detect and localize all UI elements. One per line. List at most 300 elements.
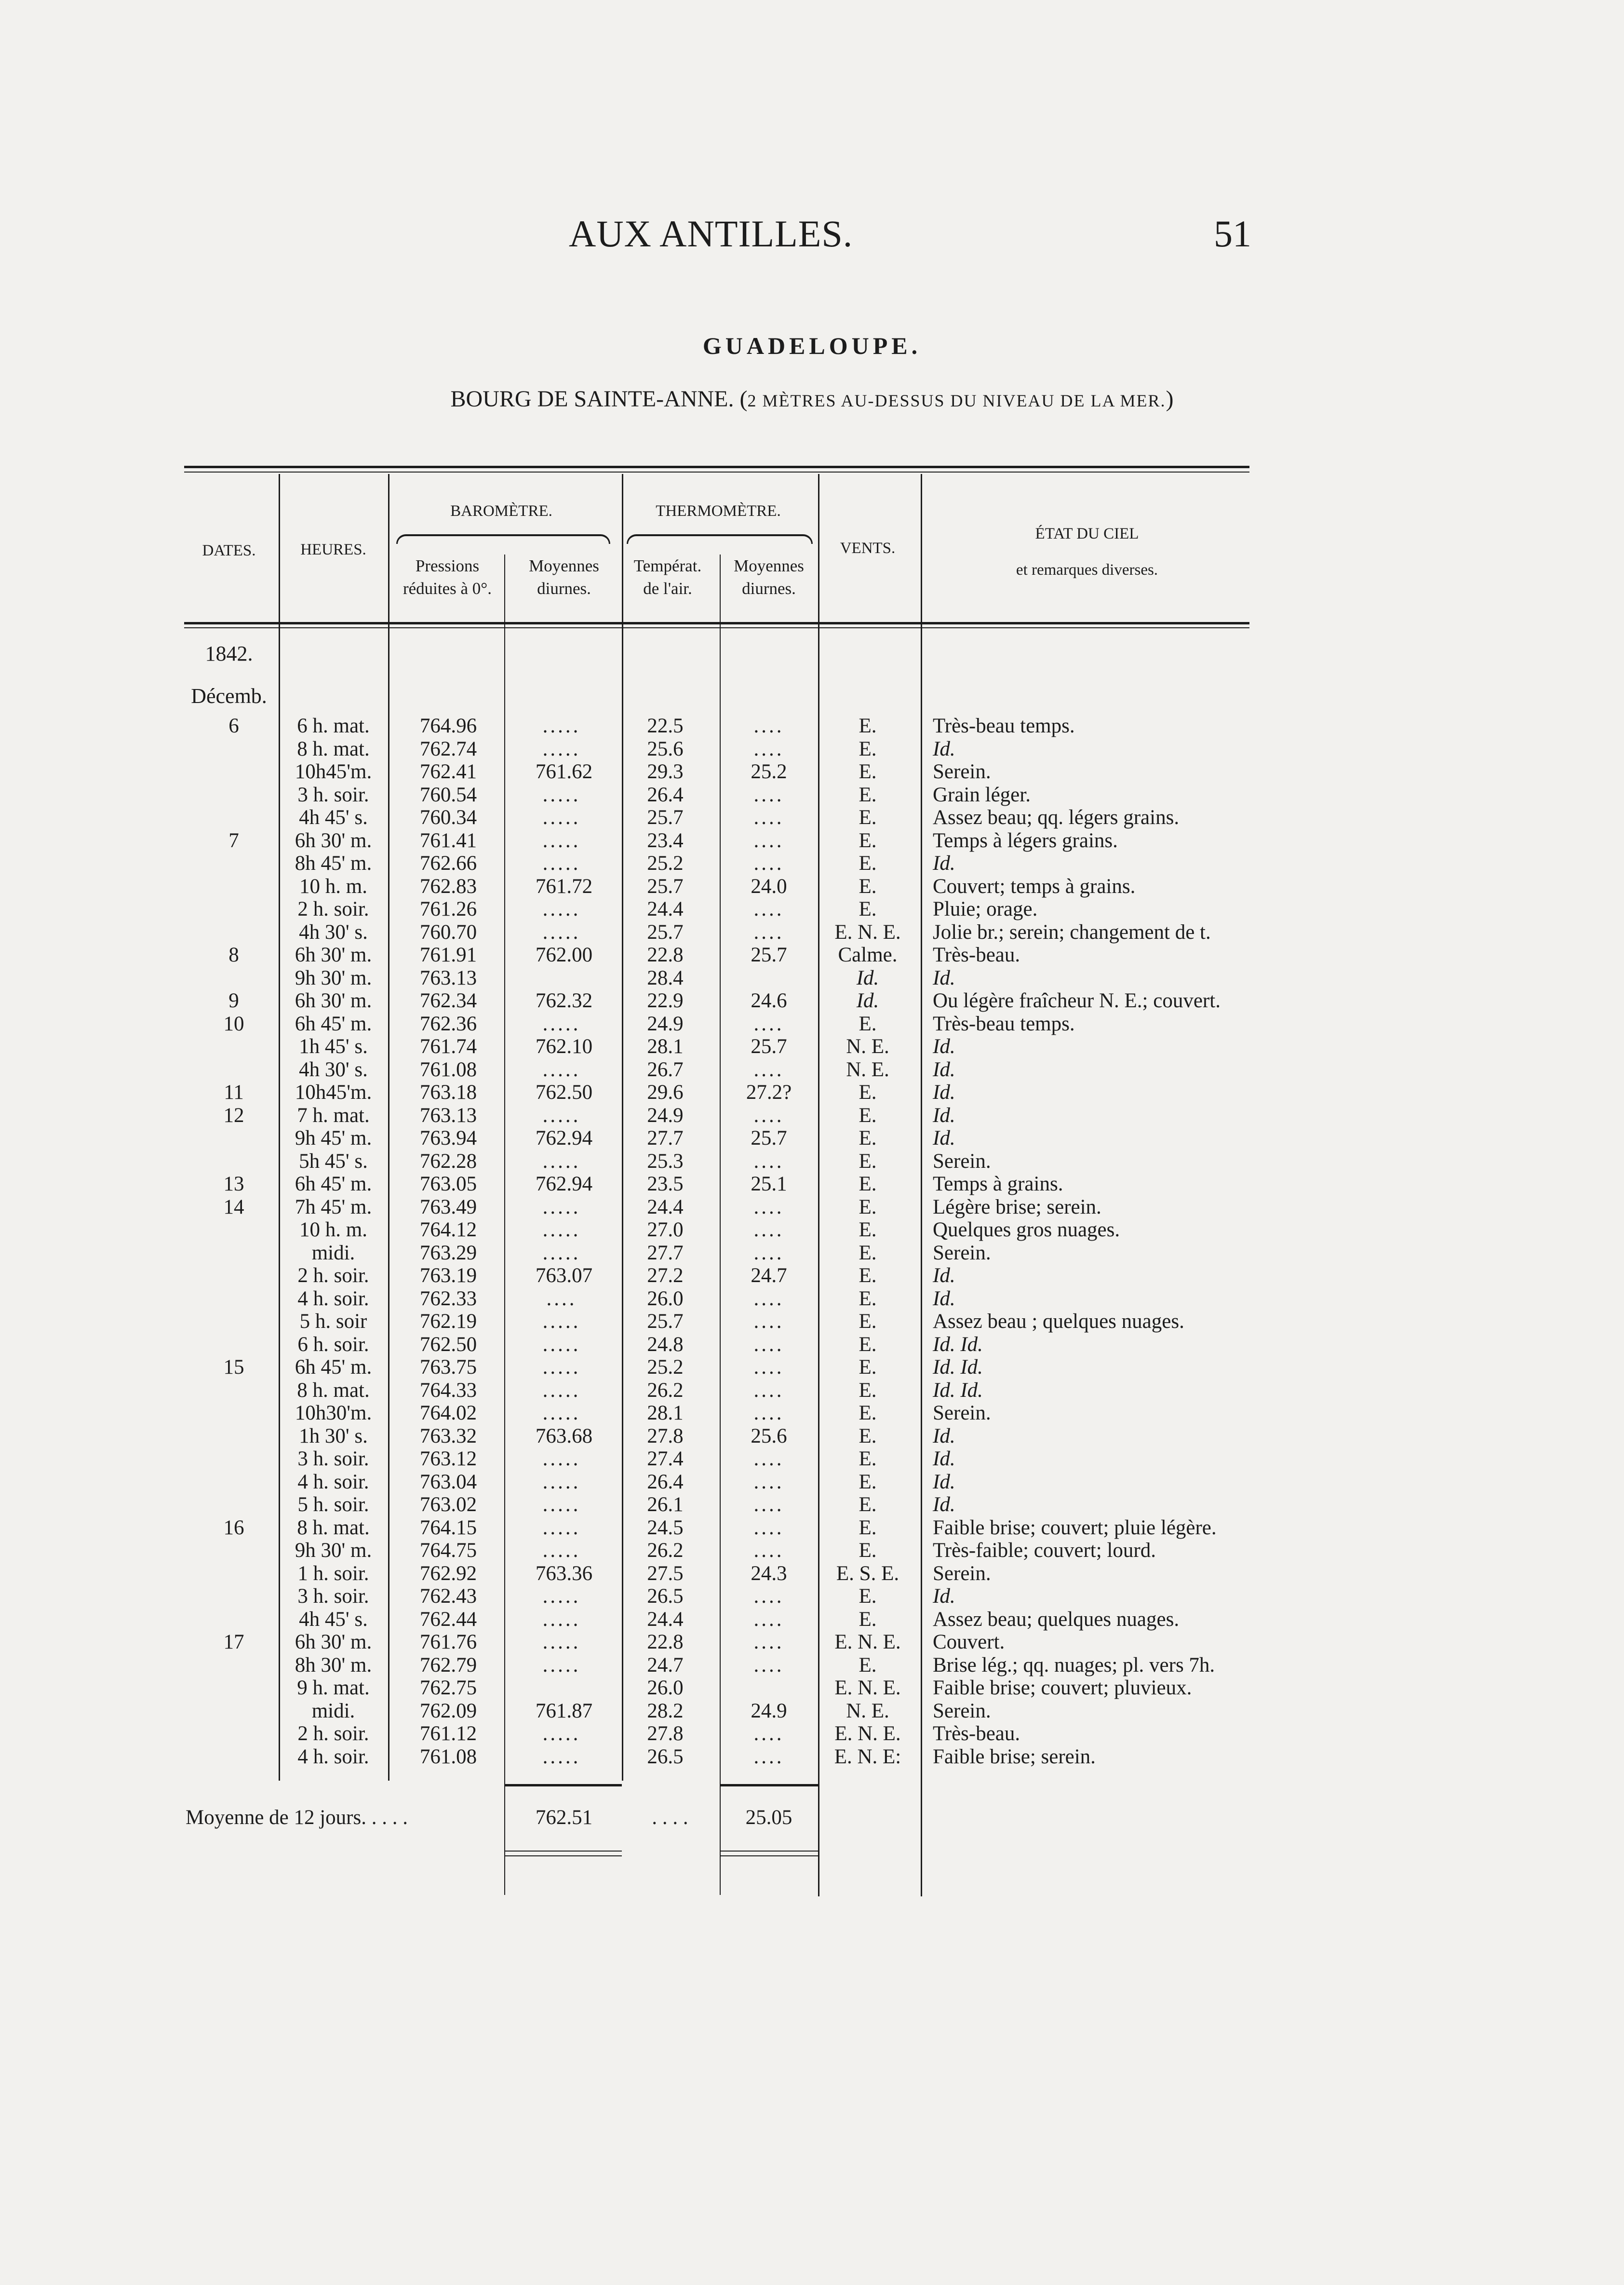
row-remark: Serein.: [933, 1241, 991, 1264]
row-temperature: 26.4: [647, 783, 684, 806]
table-row: [0, 1379, 1624, 1402]
row-pressure: 764.02: [419, 1402, 477, 1424]
row-pressure: 761.41: [419, 829, 477, 852]
row-pressure: 760.70: [419, 920, 477, 944]
row-hour: 9 h. mat.: [297, 1677, 370, 1699]
row-pressure-daily-mean: 761.72: [535, 875, 593, 898]
row-temperature-dots: ....: [753, 737, 784, 760]
row-wind: E.: [859, 875, 877, 898]
row-pressure-dots: .....: [542, 1310, 581, 1333]
row-pressure-daily-mean: 763.07: [535, 1264, 593, 1287]
row-temperature: 26.0: [647, 1287, 684, 1310]
row-temperature: 25.6: [647, 737, 684, 760]
row-temperature-daily-mean: 25.7: [751, 1127, 787, 1149]
header-thermometer: THERMOMÈTRE.: [656, 502, 781, 520]
row-pressure-daily-mean: 761.62: [535, 760, 593, 783]
table-row: [0, 738, 1624, 761]
row-pressure: 763.13: [419, 1104, 477, 1127]
month-label: Décemb.: [191, 684, 267, 708]
row-hour: 3 h. soir.: [297, 783, 369, 806]
row-temperature-dots: ....: [753, 1241, 784, 1264]
row-wind: E.: [859, 1653, 877, 1677]
row-wind: E.: [859, 1081, 877, 1104]
header-pressures-line2: réduites à 0°.: [403, 579, 492, 598]
row-temperature: 27.8: [647, 1722, 684, 1745]
footer-rule-pressure-bottom: [504, 1851, 622, 1852]
row-temperature: 27.4: [647, 1447, 684, 1470]
row-hour: 4 h. soir.: [297, 1287, 369, 1310]
table-top-rule-thin: [184, 472, 1249, 473]
year-label: 1842.: [205, 642, 253, 665]
row-wind: E.: [859, 1218, 877, 1241]
row-temperature-dots: ....: [753, 920, 784, 944]
row-pressure: 761.08: [419, 1745, 477, 1768]
table-row: [0, 1264, 1624, 1287]
row-wind: E.: [859, 898, 877, 920]
row-remark: Faible brise; serein.: [933, 1745, 1096, 1768]
row-temperature-daily-mean: 24.9: [751, 1699, 787, 1722]
header-bottom-rule-thin: [184, 627, 1249, 628]
row-hour: 2 h. soir.: [297, 898, 369, 920]
table-row: [0, 1035, 1624, 1058]
row-date: 16: [223, 1516, 244, 1539]
row-hour: 2 h. soir.: [297, 1722, 369, 1745]
row-remark: Couvert.: [933, 1631, 1005, 1653]
row-remark: Id.: [933, 1035, 955, 1058]
row-hour: 8 h. mat.: [297, 1516, 370, 1539]
observation-rows: [0, 715, 1624, 1768]
subtitle-main: BOURG DE SAINTE-ANNE. (: [450, 386, 748, 412]
row-temperature-daily-mean: 25.7: [751, 1035, 787, 1058]
table-row: [0, 1539, 1624, 1562]
subtitle: [0, 386, 1624, 412]
table-row: [0, 1585, 1624, 1608]
row-temperature-daily-mean: 25.7: [751, 944, 787, 966]
row-temperature-dots: ....: [753, 1356, 784, 1379]
table-row: [0, 852, 1624, 875]
row-pressure-dots: .....: [542, 1631, 581, 1653]
row-pressure-dots: .....: [542, 715, 581, 737]
row-remark: Couvert; temps à grains.: [933, 875, 1136, 898]
row-pressure-dots: .....: [542, 1012, 581, 1035]
table-row: [0, 1173, 1624, 1196]
table-row: [0, 1127, 1624, 1150]
row-wind: E.: [859, 1310, 877, 1333]
table-row: [0, 806, 1624, 829]
row-remark: Très-beau.: [933, 944, 1020, 966]
row-pressure-dots: .....: [542, 1195, 581, 1218]
row-hour: 4h 30' s.: [299, 920, 368, 944]
header-dates: DATES.: [202, 542, 256, 559]
row-wind: E.: [859, 715, 877, 737]
row-remark: Faible brise; couvert; pluie légère.: [933, 1516, 1217, 1539]
row-pressure-daily-mean: 762.00: [535, 944, 593, 966]
row-pressure-dots: .....: [542, 1402, 581, 1424]
row-wind: E.: [859, 760, 877, 783]
row-wind: E. S. E.: [836, 1562, 899, 1585]
table-row: [0, 1677, 1624, 1700]
row-temperature: 27.7: [647, 1127, 684, 1149]
row-remark: Id. Id.: [933, 1356, 983, 1379]
table-row: [0, 875, 1624, 898]
footer-rule-pressure-bottom2: [504, 1855, 622, 1856]
row-temperature-dots: ....: [753, 1516, 784, 1539]
header-hours: HEURES.: [300, 541, 366, 558]
row-remark: Serein.: [933, 760, 991, 783]
barometer-brace: [396, 534, 610, 544]
row-temperature: 24.4: [647, 898, 684, 920]
row-hour: 1 h. soir.: [297, 1562, 369, 1585]
table-row: [0, 1242, 1624, 1265]
footer-rule-pressure: [504, 1784, 622, 1786]
row-wind: E.: [859, 1585, 877, 1608]
row-pressure-dots: .....: [542, 1745, 581, 1768]
row-wind: E. N. E.: [834, 1722, 901, 1745]
row-temperature: 28.1: [647, 1402, 684, 1424]
row-pressure: 761.91: [419, 944, 477, 966]
row-temperature-dots: ....: [753, 1470, 784, 1493]
row-pressure: 762.66: [419, 852, 477, 875]
row-pressure: 763.18: [419, 1081, 477, 1104]
row-pressure: 763.94: [419, 1127, 477, 1149]
table-row: [0, 967, 1624, 990]
footer-rule-temp-bottom2: [720, 1855, 818, 1856]
row-pressure-dots: .....: [542, 1218, 581, 1241]
row-temperature-dots: ....: [753, 829, 784, 852]
row-pressure-daily-mean: 763.36: [535, 1562, 593, 1585]
row-pressure-daily-mean: 762.10: [535, 1035, 593, 1058]
table-row: [0, 1516, 1624, 1540]
row-pressure: 761.08: [419, 1058, 477, 1081]
row-pressure: 761.76: [419, 1631, 477, 1653]
row-pressure: 763.13: [419, 966, 477, 989]
table-row: [0, 1081, 1624, 1104]
row-pressure-daily-mean: 762.94: [535, 1127, 593, 1149]
row-temperature-dots: ....: [753, 898, 784, 920]
row-temperature: 27.5: [647, 1562, 684, 1585]
row-pressure: 763.12: [419, 1447, 477, 1470]
row-wind: Calme.: [838, 944, 898, 966]
row-hour: 4h 45' s.: [299, 1608, 368, 1631]
row-temperature: 25.7: [647, 875, 684, 898]
row-temperature: 26.7: [647, 1058, 684, 1081]
header-sky-line1: ÉTAT DU CIEL: [1035, 525, 1139, 542]
header-baro-means: [506, 554, 622, 600]
table-row: [0, 1700, 1624, 1723]
row-remark: Très-beau.: [933, 1722, 1020, 1745]
table-row: [0, 784, 1624, 807]
table-row: [0, 1058, 1624, 1082]
table-row: [0, 1631, 1624, 1654]
row-remark: Id.: [933, 1470, 955, 1493]
row-temperature: 25.7: [647, 920, 684, 944]
row-remark: Id.: [933, 1287, 955, 1310]
row-pressure: 761.26: [419, 898, 477, 920]
row-temperature: 25.7: [647, 1310, 684, 1333]
row-wind: E. N. E.: [834, 1631, 901, 1653]
row-wind: E.: [859, 806, 877, 829]
row-hour: 2 h. soir.: [297, 1264, 369, 1287]
row-temperature: 24.5: [647, 1516, 684, 1539]
row-remark: Id.: [933, 1264, 955, 1287]
row-wind: N. E.: [846, 1035, 889, 1058]
table-row: [0, 1310, 1624, 1333]
row-pressure: 762.28: [419, 1149, 477, 1173]
header-pressures: [389, 554, 505, 600]
row-pressure: 762.43: [419, 1585, 477, 1608]
row-hour: 6h 45' m.: [295, 1173, 372, 1195]
row-pressure-dots: .....: [542, 783, 581, 806]
row-pressure-dots: .....: [542, 1058, 581, 1081]
row-wind: E.: [859, 1333, 877, 1356]
row-hour: 6h 45' m.: [295, 1012, 372, 1035]
row-remark: Id.: [933, 1058, 955, 1081]
row-pressure-dots: .....: [542, 1470, 581, 1493]
row-remark: Serein.: [933, 1402, 991, 1424]
row-pressure-dots: .....: [542, 1104, 581, 1127]
row-pressure: 763.05: [419, 1173, 477, 1195]
row-temperature-dots: ....: [753, 1585, 784, 1608]
row-hour: 7 h. mat.: [297, 1104, 370, 1127]
row-pressure: 762.09: [419, 1699, 477, 1722]
row-hour: 5 h. soir: [299, 1310, 367, 1333]
row-pressure: 763.32: [419, 1424, 477, 1447]
row-temperature-dots: ....: [753, 1104, 784, 1127]
row-pressure: 762.92: [419, 1562, 477, 1585]
page-header: [0, 212, 1624, 265]
row-pressure: 762.44: [419, 1608, 477, 1631]
row-wind: E.: [859, 737, 877, 760]
row-wind: E.: [859, 1402, 877, 1424]
row-date: 7: [228, 829, 239, 852]
table-row: [0, 1013, 1624, 1036]
row-pressure: 763.04: [419, 1470, 477, 1493]
row-wind: E.: [859, 1173, 877, 1195]
row-date: 11: [224, 1081, 244, 1104]
row-temperature-daily-mean: 25.2: [751, 760, 787, 783]
row-temperature-dots: ....: [753, 1287, 784, 1310]
row-pressure-dots: .....: [542, 1516, 581, 1539]
row-pressure: 762.50: [419, 1333, 477, 1356]
header-thermo-means-line2: diurnes.: [742, 579, 796, 598]
row-wind: E.: [859, 1287, 877, 1310]
row-temperature: 26.1: [647, 1493, 684, 1516]
table-top-rule: [184, 466, 1249, 468]
table-row: [0, 1287, 1624, 1311]
row-temperature-dots: ....: [753, 852, 784, 875]
row-hour: 6 h. soir.: [297, 1333, 369, 1356]
row-hour: 6h 30' m.: [295, 1631, 372, 1653]
row-remark: Assez beau; qq. légers grains.: [933, 806, 1180, 829]
row-pressure-dots: .....: [542, 1149, 581, 1173]
row-temperature-daily-mean: 24.0: [751, 875, 787, 898]
table-row: [0, 1425, 1624, 1448]
row-date: 14: [223, 1195, 244, 1218]
row-pressure: 762.75: [419, 1677, 477, 1699]
row-pressure-dots: .....: [542, 852, 581, 875]
row-temperature: 24.9: [647, 1104, 684, 1127]
row-date: 13: [223, 1173, 244, 1195]
table-row: [0, 989, 1624, 1013]
row-pressure-dots: .....: [542, 737, 581, 760]
row-pressure-daily-mean: 762.50: [535, 1081, 593, 1104]
row-wind: E.: [859, 1264, 877, 1287]
row-hour: 10h45'm.: [295, 1081, 372, 1104]
row-wind: E.: [859, 1379, 877, 1402]
row-temperature-daily-mean: 25.6: [751, 1424, 787, 1447]
row-hour: 3 h. soir.: [297, 1447, 369, 1470]
row-remark: Id.: [933, 1127, 955, 1149]
row-remark: Brise lég.; qq. nuages; pl. vers 7h.: [933, 1653, 1215, 1677]
row-temperature: 29.3: [647, 760, 684, 783]
row-remark: Id.: [933, 737, 955, 760]
row-temperature-daily-mean: 24.3: [751, 1562, 787, 1585]
row-temperature-dots: ....: [753, 1745, 784, 1768]
row-temperature-dots: ....: [753, 1379, 784, 1402]
row-remark: Grain léger.: [933, 783, 1031, 806]
row-temperature-dots: ....: [753, 1195, 784, 1218]
row-wind: E.: [859, 1493, 877, 1516]
running-title: AUX ANTILLES.: [569, 213, 853, 255]
header-barometer: BAROMÈTRE.: [450, 502, 552, 520]
row-temperature: 23.4: [647, 829, 684, 852]
table-row: [0, 898, 1624, 921]
row-temperature: 28.1: [647, 1035, 684, 1058]
row-temperature: 24.4: [647, 1195, 684, 1218]
row-date: 6: [228, 715, 239, 737]
row-wind: E.: [859, 1424, 877, 1447]
footer-label: Moyenne de 12 jours. . . . .: [186, 1806, 408, 1829]
row-pressure: 762.19: [419, 1310, 477, 1333]
row-hour: 1h 45' s.: [299, 1035, 368, 1058]
row-hour: 6h 30' m.: [295, 989, 372, 1012]
section-title: GUADELOUPE.: [702, 332, 922, 359]
row-temperature-dots: ....: [753, 783, 784, 806]
row-hour: 4h 30' s.: [299, 1058, 368, 1081]
page-number: 51: [1214, 213, 1251, 255]
row-hour: 6 h. mat.: [297, 715, 370, 737]
row-hour: 4 h. soir.: [297, 1745, 369, 1768]
row-date: 17: [223, 1631, 244, 1653]
table-row: [0, 1608, 1624, 1631]
row-wind: E.: [859, 1356, 877, 1379]
row-wind: E.: [859, 1241, 877, 1264]
table-row: [0, 1333, 1624, 1356]
row-hour: 9h 45' m.: [295, 1127, 372, 1149]
row-temperature-dots: ....: [753, 1310, 784, 1333]
header-baro-means-line1: Moyennes: [529, 556, 599, 575]
row-remark: Id.: [933, 1447, 955, 1470]
row-remark: Id.: [933, 1424, 955, 1447]
row-pressure: 763.49: [419, 1195, 477, 1218]
row-wind: E.: [859, 1516, 877, 1539]
row-hour: 9h 30' m.: [295, 966, 372, 989]
row-wind: E. N. E:: [834, 1745, 901, 1768]
table-row: [0, 1356, 1624, 1379]
row-temperature: 24.9: [647, 1012, 684, 1035]
row-pressure: 762.36: [419, 1012, 477, 1035]
row-temperature-dots: ....: [753, 1333, 784, 1356]
row-pressure: 764.15: [419, 1516, 477, 1539]
row-wind: Id.: [856, 989, 879, 1012]
row-remark: Id.: [933, 852, 955, 875]
row-hour: 4h 45' s.: [299, 806, 368, 829]
header-baro-means-line2: diurnes.: [537, 579, 591, 598]
row-temperature: 25.7: [647, 806, 684, 829]
row-temperature: 28.4: [647, 966, 684, 989]
row-date: 12: [223, 1104, 244, 1127]
row-hour: 4 h. soir.: [297, 1470, 369, 1493]
row-pressure: 763.19: [419, 1264, 477, 1287]
row-temperature-dots: ....: [753, 806, 784, 829]
row-temperature-dots: ....: [753, 1722, 784, 1745]
row-wind: Id.: [856, 966, 879, 989]
row-temperature: 26.0: [647, 1677, 684, 1699]
row-pressure: 764.96: [419, 715, 477, 737]
row-pressure: 760.34: [419, 806, 477, 829]
row-pressure-dots: .....: [542, 1333, 581, 1356]
row-temperature: 27.7: [647, 1241, 684, 1264]
row-temperature-dots: ....: [753, 1218, 784, 1241]
row-temperature-dots: ....: [753, 1539, 784, 1562]
row-pressure-daily-mean: 761.87: [535, 1699, 593, 1722]
footer-dots: . . . .: [652, 1806, 688, 1829]
row-hour: midi.: [311, 1699, 355, 1722]
row-hour: 8 h. mat.: [297, 737, 370, 760]
row-pressure-dots: .....: [542, 1653, 581, 1677]
row-remark: Temps à grains.: [933, 1173, 1063, 1195]
row-pressure-dots: .....: [542, 1447, 581, 1470]
header-temperature-line1: Températ.: [633, 556, 702, 575]
row-hour: 8h 45' m.: [295, 852, 372, 875]
row-hour: 10h45'm.: [295, 760, 372, 783]
row-remark: Quelques gros nuages.: [933, 1218, 1120, 1241]
row-wind: E.: [859, 783, 877, 806]
row-remark: Pluie; orage.: [933, 898, 1038, 920]
row-remark: Serein.: [933, 1699, 991, 1722]
row-pressure-dots: .....: [542, 1539, 581, 1562]
row-hour: 6h 45' m.: [295, 1356, 372, 1379]
row-temperature: 24.4: [647, 1608, 684, 1631]
row-temperature: 24.7: [647, 1653, 684, 1677]
row-remark: Serein.: [933, 1562, 991, 1585]
row-temperature: 29.6: [647, 1081, 684, 1104]
footer-temp-mean: 25.05: [745, 1806, 792, 1829]
row-pressure: 762.41: [419, 760, 477, 783]
row-remark: Assez beau ; quelques nuages.: [933, 1310, 1184, 1333]
row-temperature: 24.8: [647, 1333, 684, 1356]
row-pressure: 760.54: [419, 783, 477, 806]
row-hour: 8h 30' m.: [295, 1653, 372, 1677]
row-temperature: 27.2: [647, 1264, 684, 1287]
header-temperature-line2: de l'air.: [643, 579, 692, 598]
row-temperature: 22.5: [647, 715, 684, 737]
row-remark: Id.: [933, 1081, 955, 1104]
row-temperature: 27.0: [647, 1218, 684, 1241]
row-pressure-dots: .....: [542, 829, 581, 852]
row-remark: Temps à légers grains.: [933, 829, 1118, 852]
row-temperature: 22.8: [647, 944, 684, 966]
subtitle-altitude: 2 MÈTRES AU-DESSUS DU NIVEAU DE LA MER.: [747, 391, 1166, 410]
row-pressure-dots: .....: [542, 1585, 581, 1608]
row-pressure-daily-mean: 762.94: [535, 1173, 593, 1195]
row-pressure-dots: .....: [542, 898, 581, 920]
row-temperature: 25.2: [647, 1356, 684, 1379]
row-temperature-dots: ....: [753, 1493, 784, 1516]
footer-pressure-mean: 762.51: [535, 1806, 593, 1829]
row-hour: 1h 30' s.: [299, 1424, 368, 1447]
row-temperature: 26.5: [647, 1745, 684, 1768]
